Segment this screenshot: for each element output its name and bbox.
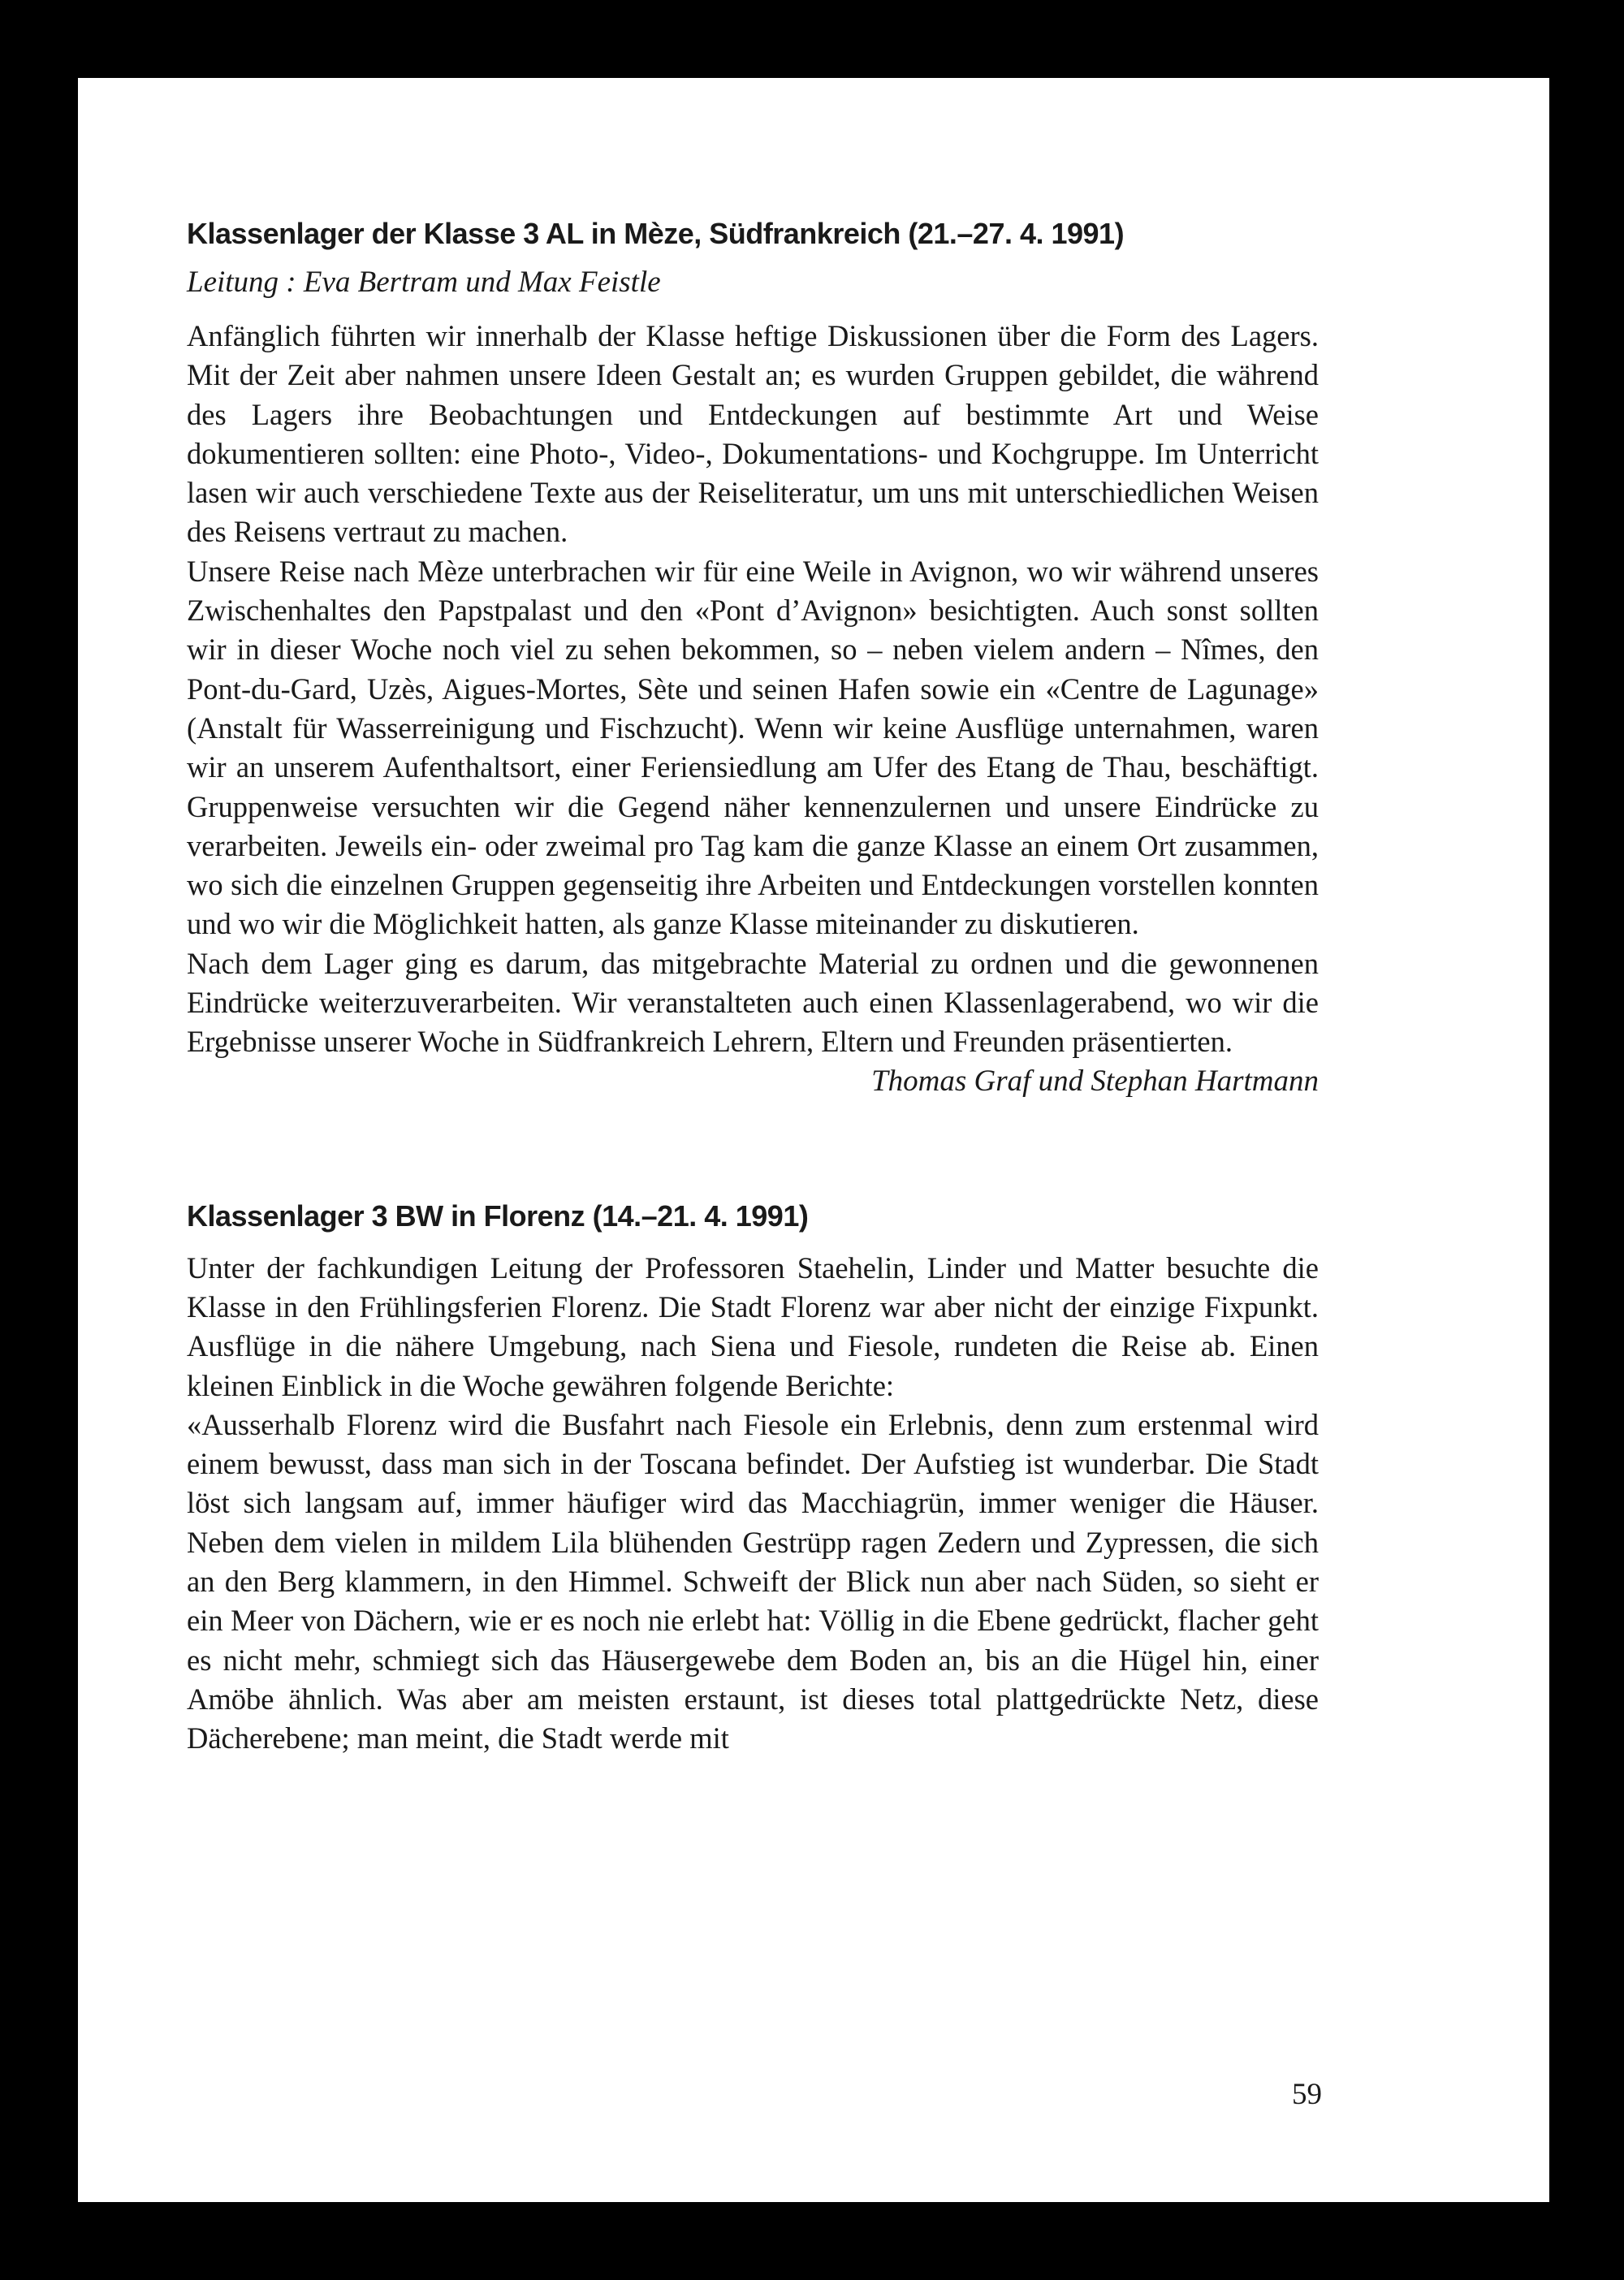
document-page xyxy=(78,78,1549,2202)
author-signature: Thomas Graf und Stephan Hartmann xyxy=(871,1064,1319,1098)
paragraph: Unsere Reise nach Mèze unterbrachen wir für eine Weile in Avignon, wo wir während unseres Zwischenhaltes den Papstpalast und den «Pont d’Avignon» besichtigten. Auch sonst sollten wir in dieser Woche noch viel zu sehen bekommen, so – neben vielem andern – Nîmes, den Pont-du-Gard, Uzès, Aigues-Mortes, Sète und seinen Hafen sowie ein «Centre de Lagunage» (Anstalt für Wasserreinigung und Fischzucht). Wenn wir keine Ausflüge unternahmen, waren wir an unserem Aufenthaltsort, einer Feriensiedlung am Ufer des Etang de Thau, beschäftigt. Gruppenweise versuchten wir die Gegend näher kennenzulernen und unsere Eindrücke zu verarbeiten. Jeweils ein- oder zweimal pro Tag kam die ganze Klasse an einem Ort zusammen, wo sich die einzelnen Gruppen gegenseitig ihre Arbeiten und Entdeckungen vorstellen konnten und wo wir die Möglichkeit hatten, als ganze Klasse miteinander zu diskutieren. xyxy=(187,554,1319,941)
section-heading: Klassenlager 3 BW in Florenz (14.–21. 4. 1991) xyxy=(187,1198,809,1233)
section-leadership: Leitung : Eva Bertram und Max Feistle xyxy=(187,266,661,299)
paragraph: Nach dem Lager ging es darum, das mitgebrachte Material zu ordnen und die gewonnenen Eindrücke weiterzuverarbeiten. Wir veranstalteten auch einen Klassenlagerabend, wo wir die Ergebnisse unserer Woche in Südfrankreich Lehrern, Eltern und Freunden präsentierten. xyxy=(187,946,1319,1059)
page-content xyxy=(187,214,1319,1759)
margin-mark xyxy=(70,1648,75,1655)
paragraph: Unter der fachkundigen Leitung der Professoren Staehelin, Linder und Matter besuchte die Klasse in den Frühlingsferien Florenz. Die Stadt Florenz war aber nicht der einzige Fixpunkt. Ausflüge in die nähere Umgebung, nach Siena und Fiesole, rundeten die Reise ab. Einen kleinen Einblick in die Woche gewähren folgende Berichte: xyxy=(187,1250,1319,1402)
paragraph: Anfänglich führten wir innerhalb der Klasse heftige Diskussionen über die Form des Lagers. Mit der Zeit aber nahmen unsere Ideen Gestalt an; es wurden Gruppen gebildet, die während des Lagers ihre Beobachtungen und Entdeckungen auf bestimmte Art und Weise dokumentieren sollten: eine Photo-, Video-, Dokumentations- und Kochgruppe. Im Unterricht lasen wir auch verschiedene Texte aus der Reiseliteratur, um uns mit unterschiedlichen Weisen des Reisens vertraut zu machen. xyxy=(187,319,1319,549)
page-number: 59 xyxy=(1292,2078,1322,2111)
section-class-camp-3bw xyxy=(187,1197,1319,1759)
section-class-camp-3al xyxy=(187,214,1319,1101)
section-heading: Klassenlager der Klasse 3 AL in Mèze, Südfrankreich (21.–27. 4. 1991) xyxy=(187,217,1125,250)
paragraph: «Ausserhalb Florenz wird die Busfahrt nach Fiesole ein Erlebnis, denn zum erstenmal wird einem bewusst, dass man sich in der Toscana befindet. Der Aufstieg ist wunderbar. Die Stadt löst sich langsam auf, immer häufiger wird das Macchiagrün, immer weniger die Häuser. Neben dem vielen in mildem Lila blühenden Gestrüpp ragen Zedern und Zypressen, die sich an den Berg klammern, in den Himmel. Schweift der Blick nun aber nach Süden, so sieht er ein Meer von Dächern, wie er es noch nie erlebt hat: Völlig in die Ebene gedrückt, flacher geht es nicht mehr, schmiegt sich das Häusergewebe dem Boden an, bis an die Hügel hin, einer Amöbe ähnlich. Was aber am meisten erstaunt, ist dieses total plattgedrückte Netz, diese Dächerebene; man meint, die Stadt werde mit xyxy=(187,1407,1319,1755)
